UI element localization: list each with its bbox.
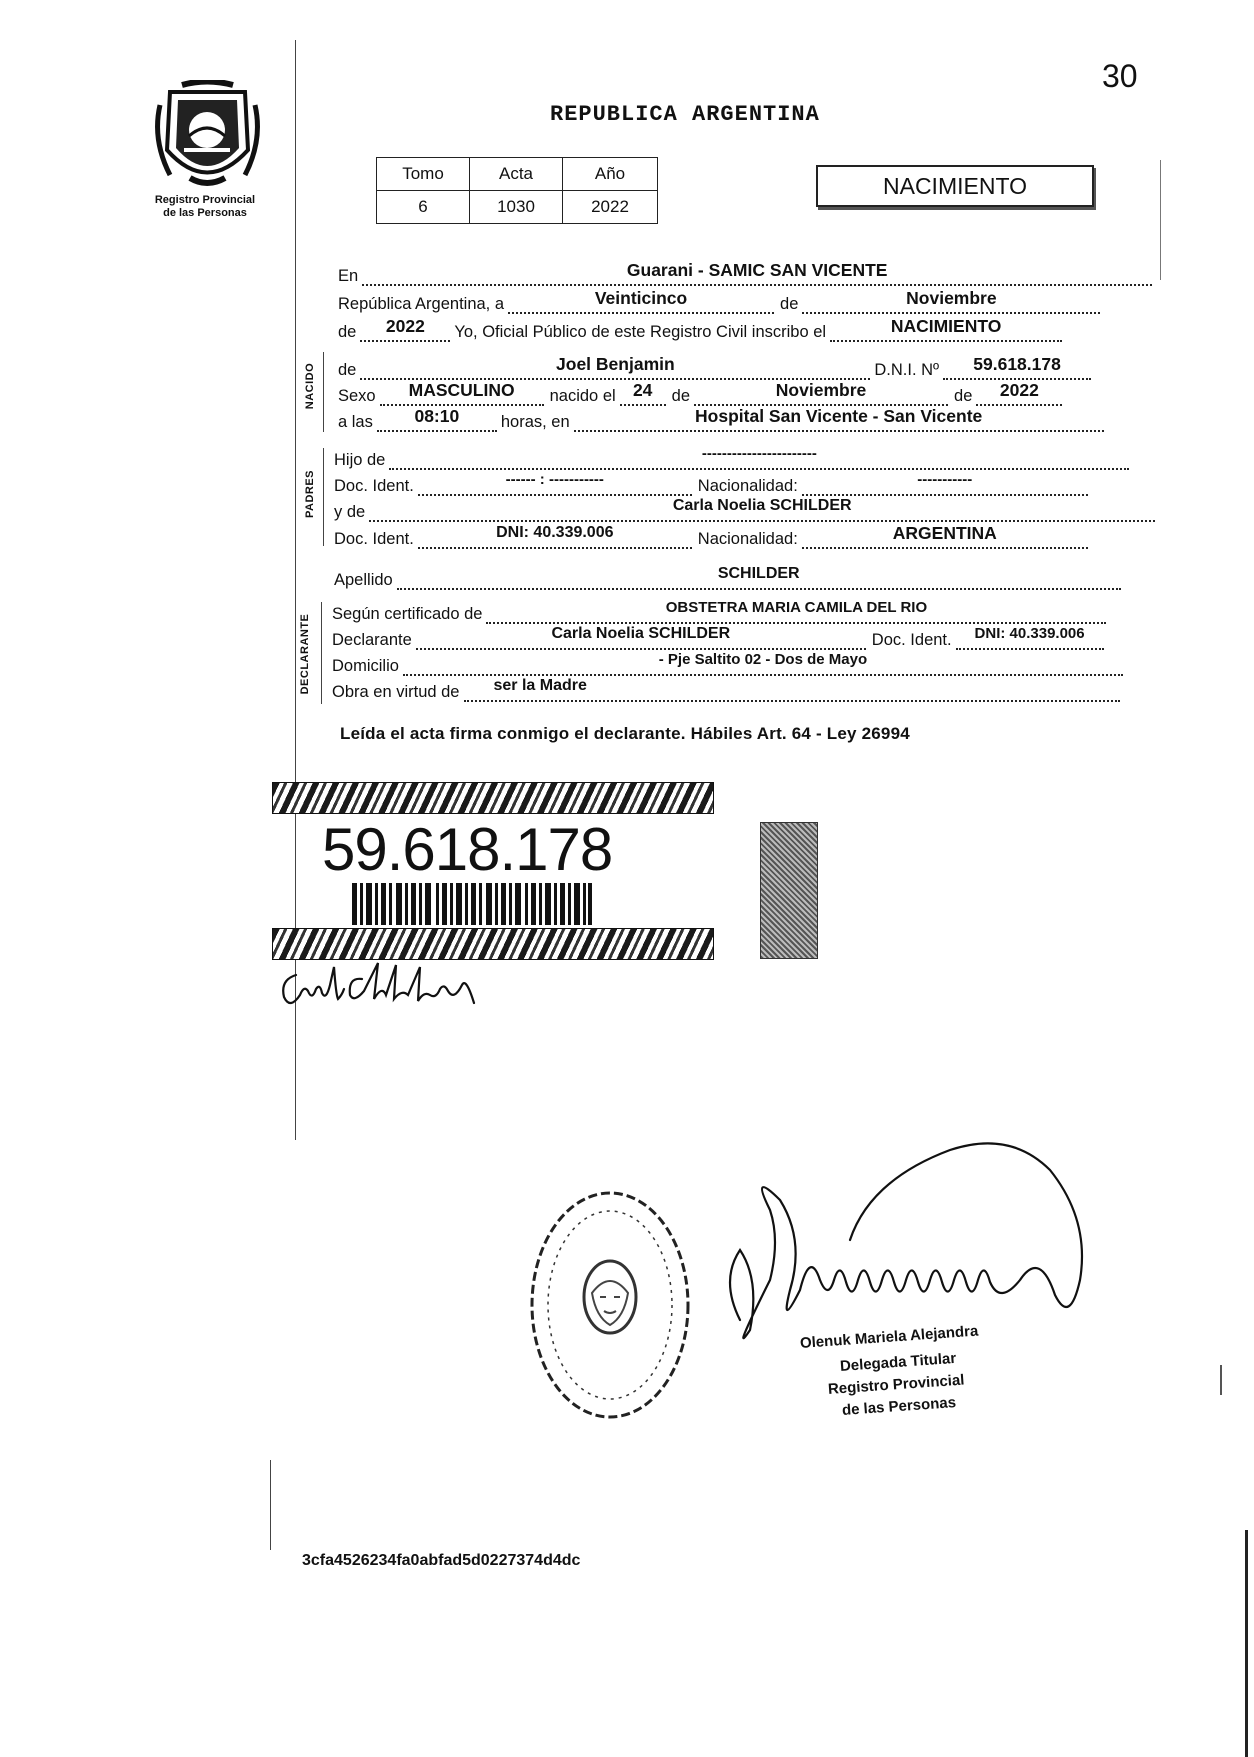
section-label-declarante: DECLARANTE bbox=[299, 613, 311, 695]
field-sexo bbox=[380, 380, 544, 406]
barcode bbox=[352, 883, 592, 925]
table-value-acta: 1030 bbox=[470, 191, 563, 224]
value-mother-nationality: ARGENTINA bbox=[892, 523, 997, 543]
field-birth-year bbox=[976, 380, 1062, 406]
label-dni: D.N.I. Nº bbox=[874, 361, 940, 379]
official-name: Olenuk Mariela Alejandra bbox=[799, 1322, 979, 1352]
value-month: Noviembre bbox=[906, 288, 997, 308]
value-day-words: Veinticinco bbox=[594, 288, 688, 308]
value-father-doc: ------ : ----------- bbox=[505, 471, 604, 488]
value-birth-time: 08:10 bbox=[414, 406, 460, 426]
official-signature bbox=[710, 1130, 1110, 1350]
label-de-month: de bbox=[780, 295, 799, 313]
label-mother-doc: Doc. Ident. bbox=[334, 530, 414, 548]
right-edge-mark-2 bbox=[1220, 1365, 1222, 1395]
table-value-anio: 2022 bbox=[563, 191, 658, 224]
row-republica bbox=[338, 290, 1100, 314]
value-event: NACIMIENTO bbox=[890, 316, 1002, 336]
field-child-name bbox=[360, 354, 870, 380]
value-year: 2022 bbox=[385, 316, 425, 336]
coat-of-arms-logo bbox=[150, 80, 265, 195]
table-header-tomo: Tomo bbox=[377, 158, 470, 191]
section-label-nacido: NACIDO bbox=[304, 362, 316, 410]
label-obra: Obra en virtud de bbox=[332, 683, 460, 701]
label-en: En bbox=[338, 267, 359, 285]
label-de-year: de bbox=[338, 323, 357, 341]
acta-type-box: NACIMIENTO bbox=[816, 165, 1094, 207]
field-child-dni bbox=[943, 354, 1091, 380]
field-father-nationality bbox=[802, 471, 1088, 496]
label-father-nationality: Nacionalidad: bbox=[697, 477, 798, 495]
page-number: 30 bbox=[1102, 58, 1138, 94]
table-header-anio: Año bbox=[563, 158, 658, 191]
row-en bbox=[338, 262, 1152, 286]
row-y-de bbox=[334, 498, 1155, 522]
padres-section-rule bbox=[323, 448, 324, 546]
official-role: Delegada Titular bbox=[839, 1349, 957, 1375]
document-hash: 3cfa4526234fa0abfad5d0227374d4dc bbox=[302, 1552, 581, 1569]
field-birth-time bbox=[377, 406, 497, 432]
official-seal bbox=[520, 1185, 700, 1425]
field-birth-place bbox=[574, 406, 1104, 432]
right-margin-mark bbox=[1160, 160, 1161, 280]
declarante-section-rule bbox=[321, 602, 322, 704]
field-father bbox=[389, 445, 1129, 470]
sticker-dni-number: 59.618.178 bbox=[322, 816, 613, 883]
value-birth-year: 2022 bbox=[999, 380, 1039, 400]
row-apellido bbox=[334, 566, 1121, 590]
value-birth-day: 24 bbox=[632, 380, 653, 400]
label-republica: República Argentina, a bbox=[338, 295, 505, 313]
field-obra bbox=[464, 677, 1120, 702]
label-nacido-el: nacido el bbox=[549, 387, 616, 405]
acta-reference-table bbox=[376, 157, 658, 224]
official-office-line-2: de las Personas bbox=[841, 1394, 957, 1419]
label-de-birth-month: de bbox=[671, 387, 691, 405]
label-y-de: y de bbox=[334, 503, 366, 521]
value-sexo: MASCULINO bbox=[408, 380, 515, 400]
label-sexo: Sexo bbox=[338, 387, 376, 405]
left-margin-rule-lower bbox=[270, 1460, 271, 1550]
value-child-name: Joel Benjamin bbox=[556, 354, 675, 374]
oficial-text: Yo, Oficial Público de este Registro Civil inscribo el bbox=[454, 323, 827, 341]
label-domicilio: Domicilio bbox=[332, 657, 399, 675]
field-year bbox=[360, 316, 450, 342]
row-oficial bbox=[338, 318, 1062, 342]
field-mother-doc bbox=[418, 524, 692, 549]
declarant-signature bbox=[278, 955, 508, 1015]
value-child-dni: 59.618.178 bbox=[973, 354, 1061, 374]
label-hijo-de: Hijo de bbox=[334, 451, 386, 469]
field-apellido bbox=[397, 565, 1121, 590]
row-obra bbox=[332, 678, 1120, 702]
row-declarante bbox=[332, 626, 1104, 650]
table-value-tomo: 6 bbox=[377, 191, 470, 224]
label-declarante: Declarante bbox=[332, 631, 412, 649]
field-day-words bbox=[508, 288, 774, 314]
value-mother-doc: DNI: 40.339.006 bbox=[496, 524, 614, 541]
value-declarante: Carla Noelia SCHILDER bbox=[551, 625, 731, 642]
logo-caption-line-1: Registro Provincial bbox=[154, 194, 256, 206]
value-birth-month: Noviembre bbox=[775, 380, 867, 400]
official-signature-block bbox=[799, 1322, 979, 1419]
value-father-nationality: ----------- bbox=[917, 471, 973, 488]
row-nacido-sexo bbox=[338, 382, 1062, 406]
field-certificado bbox=[486, 599, 1106, 624]
right-edge-mark bbox=[1245, 1530, 1248, 1757]
field-event bbox=[830, 316, 1062, 342]
official-office-line-1: Registro Provincial bbox=[827, 1371, 965, 1398]
row-domicilio bbox=[332, 652, 1123, 676]
value-declarante-doc: DNI: 40.339.006 bbox=[974, 625, 1085, 642]
field-father-doc bbox=[418, 471, 692, 496]
label-de-birth-year: de bbox=[954, 387, 973, 405]
document-title: REPUBLICA ARGENTINA bbox=[550, 102, 820, 127]
label-declarante-doc: Doc. Ident. bbox=[871, 631, 952, 649]
row-nacido-name bbox=[338, 356, 1091, 380]
field-en bbox=[362, 260, 1152, 286]
value-father: ----------------------- bbox=[701, 445, 817, 462]
value-apellido: SCHILDER bbox=[717, 565, 800, 582]
label-certificado: Según certificado de bbox=[332, 605, 483, 623]
field-birth-day bbox=[620, 380, 666, 406]
logo-caption-line-2: de las Personas bbox=[163, 207, 247, 219]
field-month bbox=[802, 288, 1100, 314]
value-obra: ser la Madre bbox=[493, 677, 587, 694]
nacido-section-rule bbox=[323, 352, 324, 432]
label-mother-nationality: Nacionalidad: bbox=[697, 530, 798, 548]
row-mother-doc bbox=[334, 525, 1088, 549]
row-certificado bbox=[332, 600, 1106, 624]
value-certificado: OBSTETRA MARIA CAMILA DEL RIO bbox=[665, 599, 928, 616]
field-declarante-doc bbox=[956, 625, 1104, 650]
value-birth-place: Hospital San Vicente - San Vicente bbox=[695, 406, 983, 426]
field-mother-nationality bbox=[802, 523, 1088, 549]
field-mother bbox=[369, 497, 1155, 522]
value-en: Guarani - SAMIC SAN VICENTE bbox=[626, 260, 888, 280]
table-header-acta: Acta bbox=[470, 158, 563, 191]
label-horas-en: horas, en bbox=[500, 413, 570, 431]
value-domicilio: - Pje Saltito 02 - Dos de Mayo bbox=[658, 651, 868, 668]
field-declarante bbox=[416, 625, 866, 650]
label-apellido: Apellido bbox=[334, 571, 393, 589]
footer-note: Leída el acta firma conmigo el declarante. Hábiles Art. 64 - Ley 26994 bbox=[340, 724, 910, 743]
label-de-name: de bbox=[338, 361, 357, 379]
row-hijo-de bbox=[334, 446, 1129, 470]
row-father-doc bbox=[334, 472, 1088, 496]
security-hologram bbox=[760, 822, 818, 959]
value-mother: Carla Noelia SCHILDER bbox=[672, 497, 852, 514]
row-nacido-hora bbox=[338, 408, 1104, 432]
section-label-padres: PADRES bbox=[304, 469, 316, 519]
field-domicilio bbox=[403, 651, 1123, 676]
logo-caption bbox=[130, 194, 280, 220]
sticker-pattern-top bbox=[272, 782, 714, 814]
label-father-doc: Doc. Ident. bbox=[334, 477, 414, 495]
field-birth-month bbox=[694, 380, 948, 406]
label-a-las: a las bbox=[338, 413, 373, 431]
